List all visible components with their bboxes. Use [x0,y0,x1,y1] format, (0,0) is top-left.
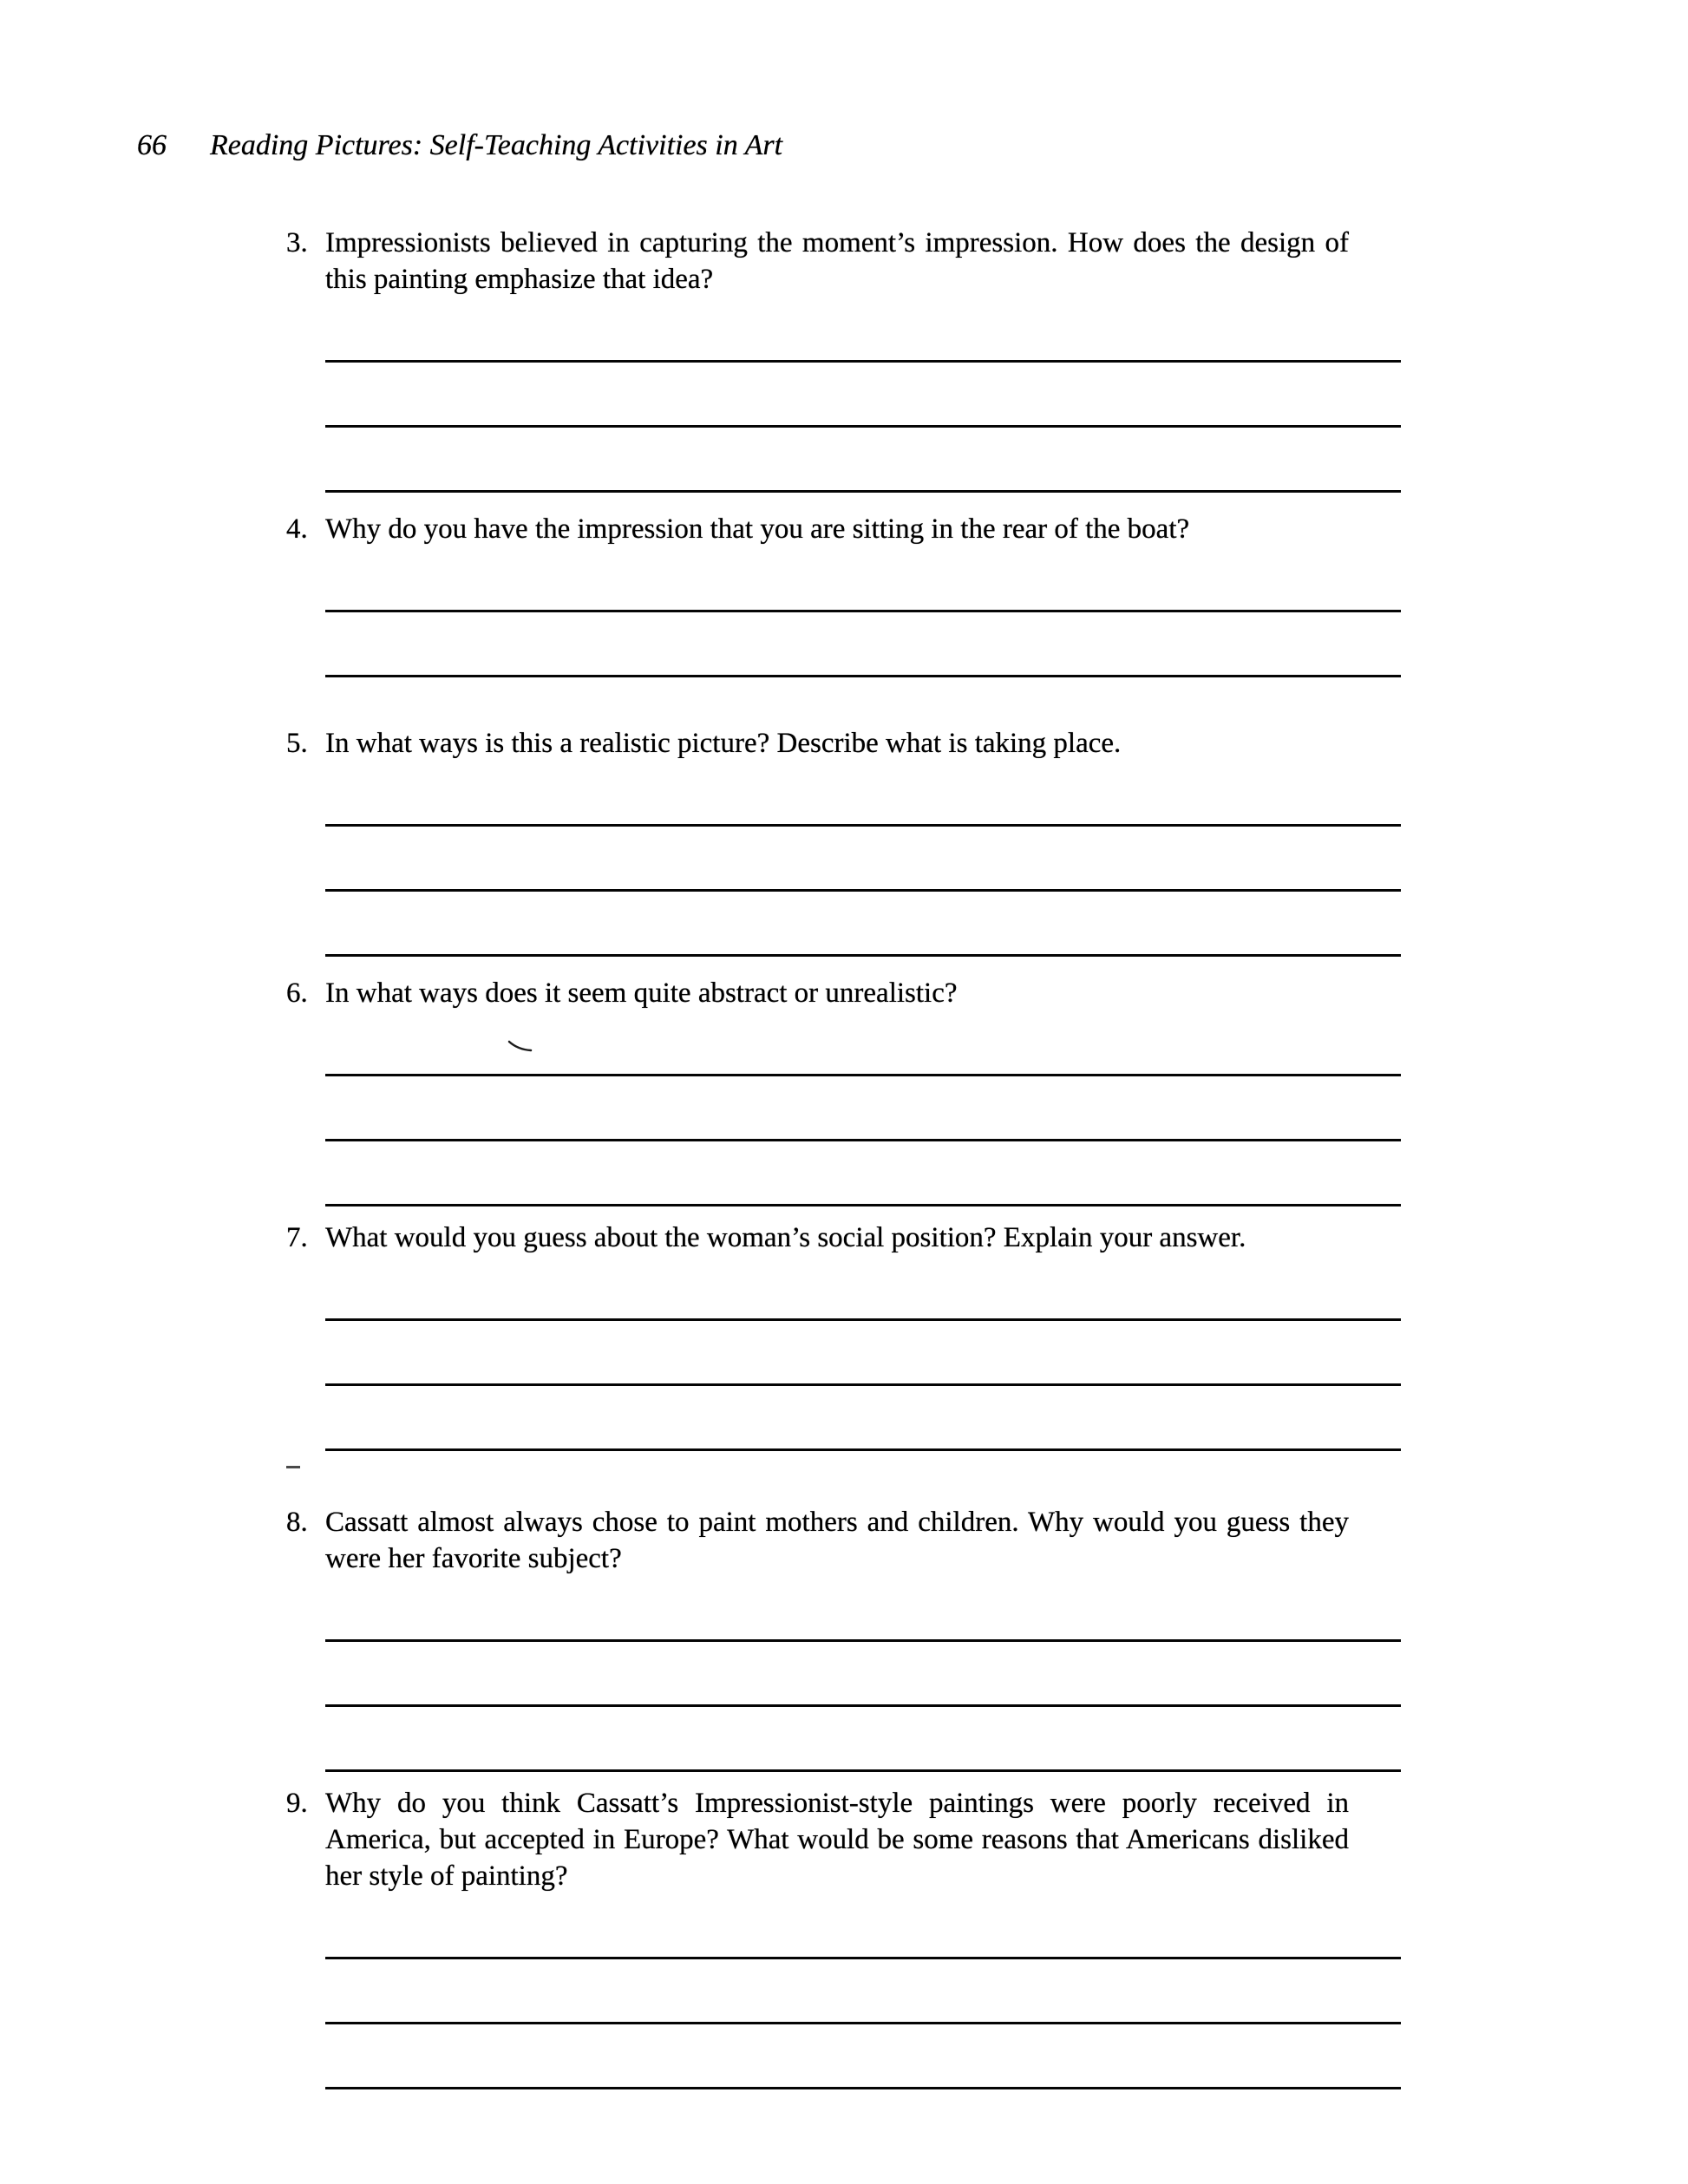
question-number: 3. [286,227,308,258]
question-text: Why do you think Cassatt’s Impressionist-style paintings were poorly received in America, but accepted in Europe? What would be some reasons that Americans disliked her style of painting? [325,1788,1349,1892]
question-number: 8. [286,1507,308,1538]
answer-line [325,363,1401,428]
answer-line [325,547,1401,612]
question-row [286,725,1405,762]
question-text: Cassatt almost always chose to paint mothers and children. Why would you guess they were her favorite subject? [325,1507,1349,1574]
question-8 [286,1504,1405,1772]
question-text: In what ways is this a realistic picture? Describe what is taking place. [325,728,1122,759]
answer-line [325,1386,1401,1451]
question-5 [286,725,1405,957]
question-number: 6. [286,978,308,1009]
answer-line [325,1256,1401,1321]
question-row [286,1504,1405,1577]
question-9 [286,1785,1405,2089]
answer-line [325,1076,1401,1141]
question-number: 9. [286,1788,308,1819]
question-text: Why do you have the impression that you are sitting in the rear of the boat? [325,513,1190,545]
answer-lines [325,1894,1401,2089]
stray-dash-mark [286,1466,300,1468]
answer-line [325,428,1401,493]
question-7 [286,1220,1405,1451]
question-6 [286,975,1405,1206]
answer-line [325,1707,1401,1772]
question-row [286,1220,1405,1256]
question-4 [286,511,1405,677]
stray-pen-mark [507,1039,533,1053]
answer-line [325,1141,1401,1206]
answer-line [325,1642,1401,1707]
question-number: 5. [286,728,308,759]
answer-line [325,1894,1401,1959]
question-number: 4. [286,513,308,545]
question-number: 7. [286,1222,308,1253]
answer-line [325,762,1401,827]
question-row [286,225,1405,298]
answer-line [325,612,1401,677]
question-row [286,975,1405,1011]
answer-lines [325,762,1401,957]
running-title: Reading Pictures: Self-Teaching Activities in Art [210,129,783,161]
answer-line [325,1321,1401,1386]
question-row [286,1785,1405,1894]
answer-lines [325,1256,1401,1451]
running-header [137,128,782,163]
page-number: 66 [137,129,167,161]
answer-line [325,1577,1401,1642]
answer-lines [325,298,1401,493]
answer-line [325,827,1401,892]
question-text: What would you guess about the woman’s social position? Explain your answer. [325,1222,1246,1253]
question-text: Impressionists believed in capturing the moment’s impression. How does the design of this painting emphasize that idea? [325,227,1349,295]
answer-line [325,1011,1401,1076]
answer-line [325,298,1401,363]
question-row [286,511,1405,547]
answer-lines [325,547,1401,677]
question-3 [286,225,1405,493]
answer-lines [325,1577,1401,1772]
question-text: In what ways does it seem quite abstract or unrealistic? [325,978,958,1009]
answer-line [325,892,1401,957]
answer-line [325,1959,1401,2024]
answer-line [325,2024,1401,2089]
answer-lines [325,1011,1401,1206]
